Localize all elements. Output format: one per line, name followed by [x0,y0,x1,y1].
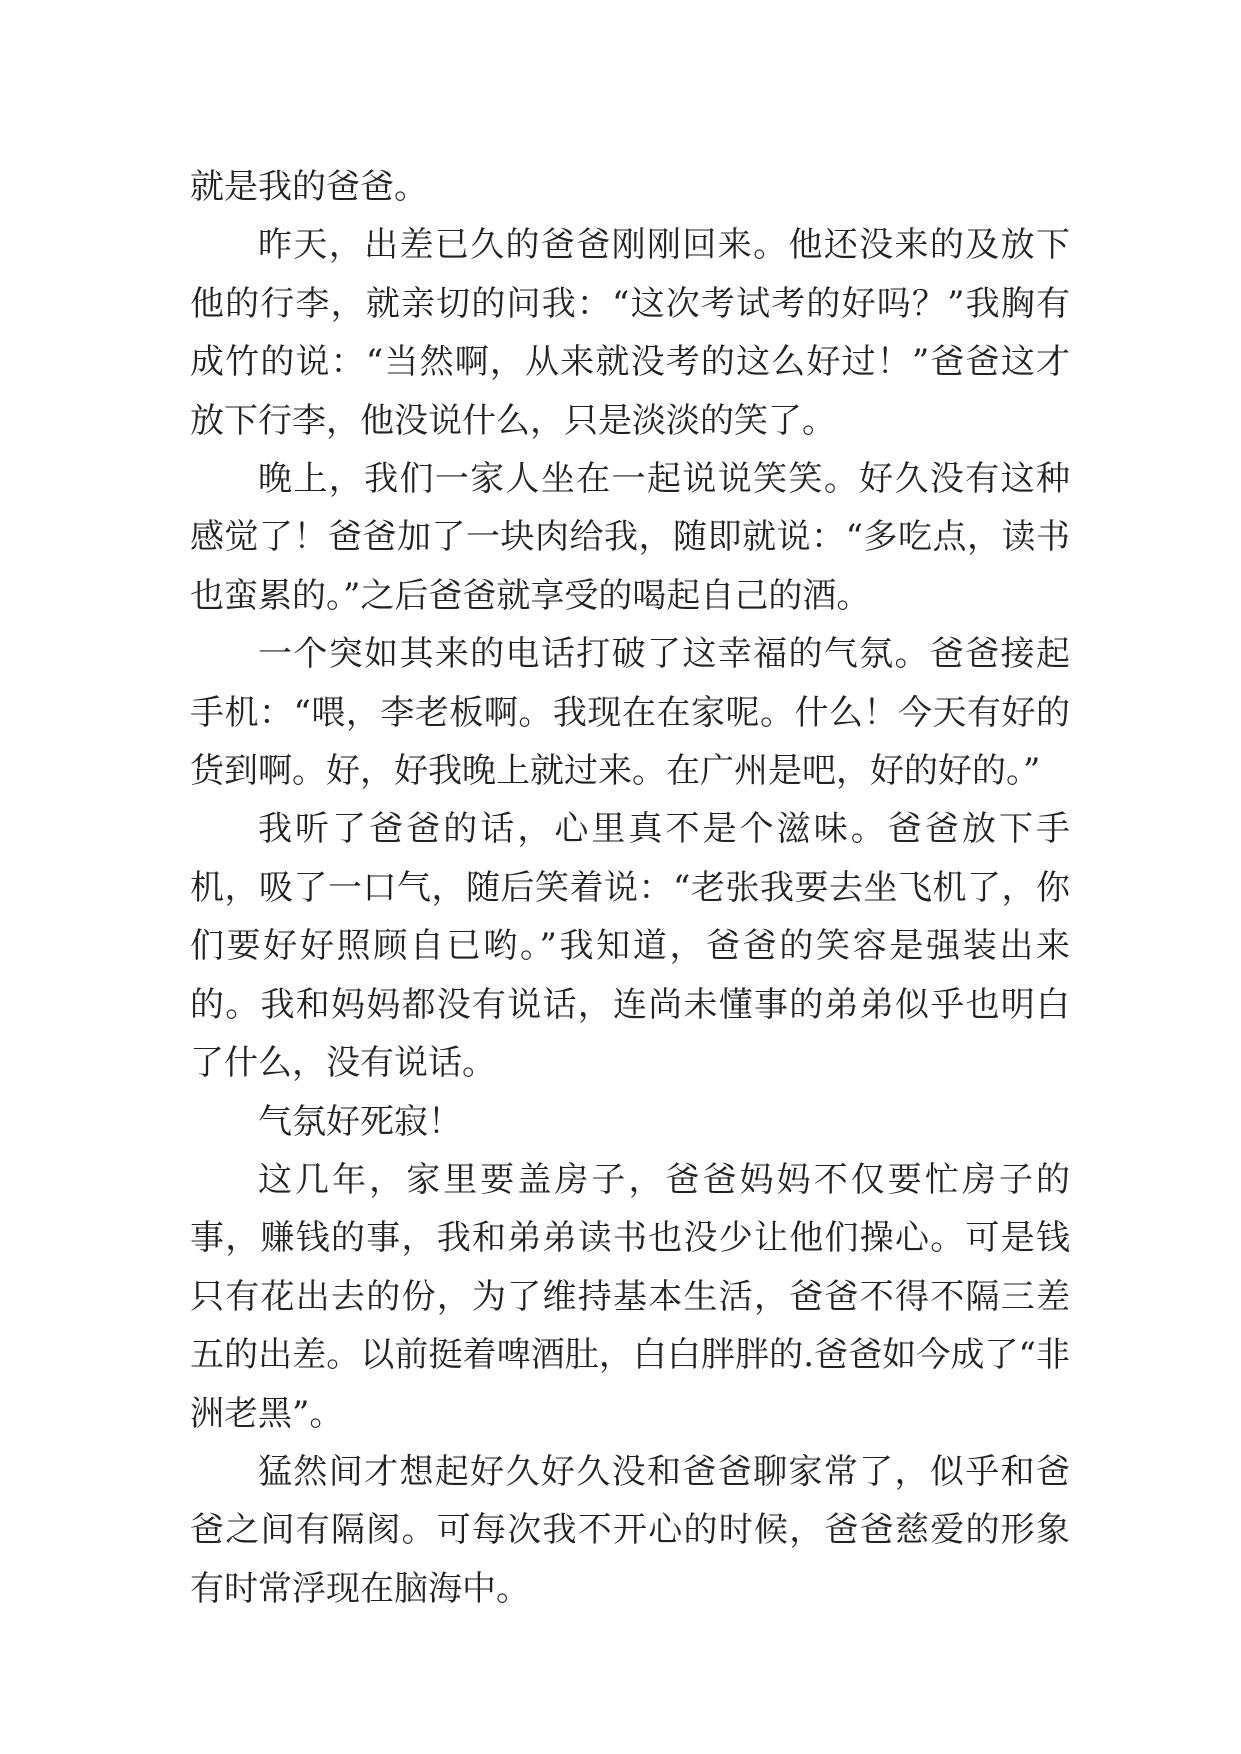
paragraph-6: 气氛好死寂！ [258,1101,462,1142]
paragraph-4: 一个突如其来的电话打破了这幸福的气氛。爸爸接起手机：“喂，李老板啊。我现在在家呢。什么！今天有好的货到啊。好，好我晚上就过来。在广州是吧，好的好的。” [190,634,1070,792]
article-body [190,158,1070,1618]
paragraph-3: 晚上，我们一家人坐在一起说说笑笑。好久没有这种感觉了！爸爸加了一块肉给我，随即就说：“多吃点，读书也蛮累的。”之后爸爸就享受的喝起自己的酒。 [190,459,1070,616]
paragraph-2: 昨天，出差已久的爸爸刚刚回来。他还没来的及放下他的行李，就亲切的问我：“这次考试考的好吗？”我胸有成竹的说：“当然啊，从来就没考的这么好过！”爸爸这才放下行李，他没说什么，只是淡淡的笑了。 [190,225,1070,441]
paragraph-5: 我听了爸爸的话，心里真不是个滋味。爸爸放下手机，吸了一口气，随后笑着说：“老张我要去坐飞机了，你们要好好照顾自已哟。”我知道，爸爸的笑容是强装出来的。我和妈妈都没有说话，连尚未懂事的弟弟似乎也明白了什么，没有说话。 [190,809,1070,1084]
paragraph-8: 猛然间才想起好久好久没和爸爸聊家常了，似乎和爸爸之间有隔阂。可每次我不开心的时候，爸爸慈爱的形象有时常浮现在脑海中。 [190,1451,1070,1609]
paragraph-7: 这几年，家里要盖房子，爸爸妈妈不仅要忙房子的事，赚钱的事，我和弟弟读书也没少让他们操心。可是钱只有花出去的份，为了维持基本生活，爸爸不得不隔三差五的出差。以前挺着啤酒肚，白白胖胖的.爸爸如今成了“非洲老黑”。 [190,1159,1070,1434]
paragraph-1: 就是我的爸爸。 [190,167,428,207]
